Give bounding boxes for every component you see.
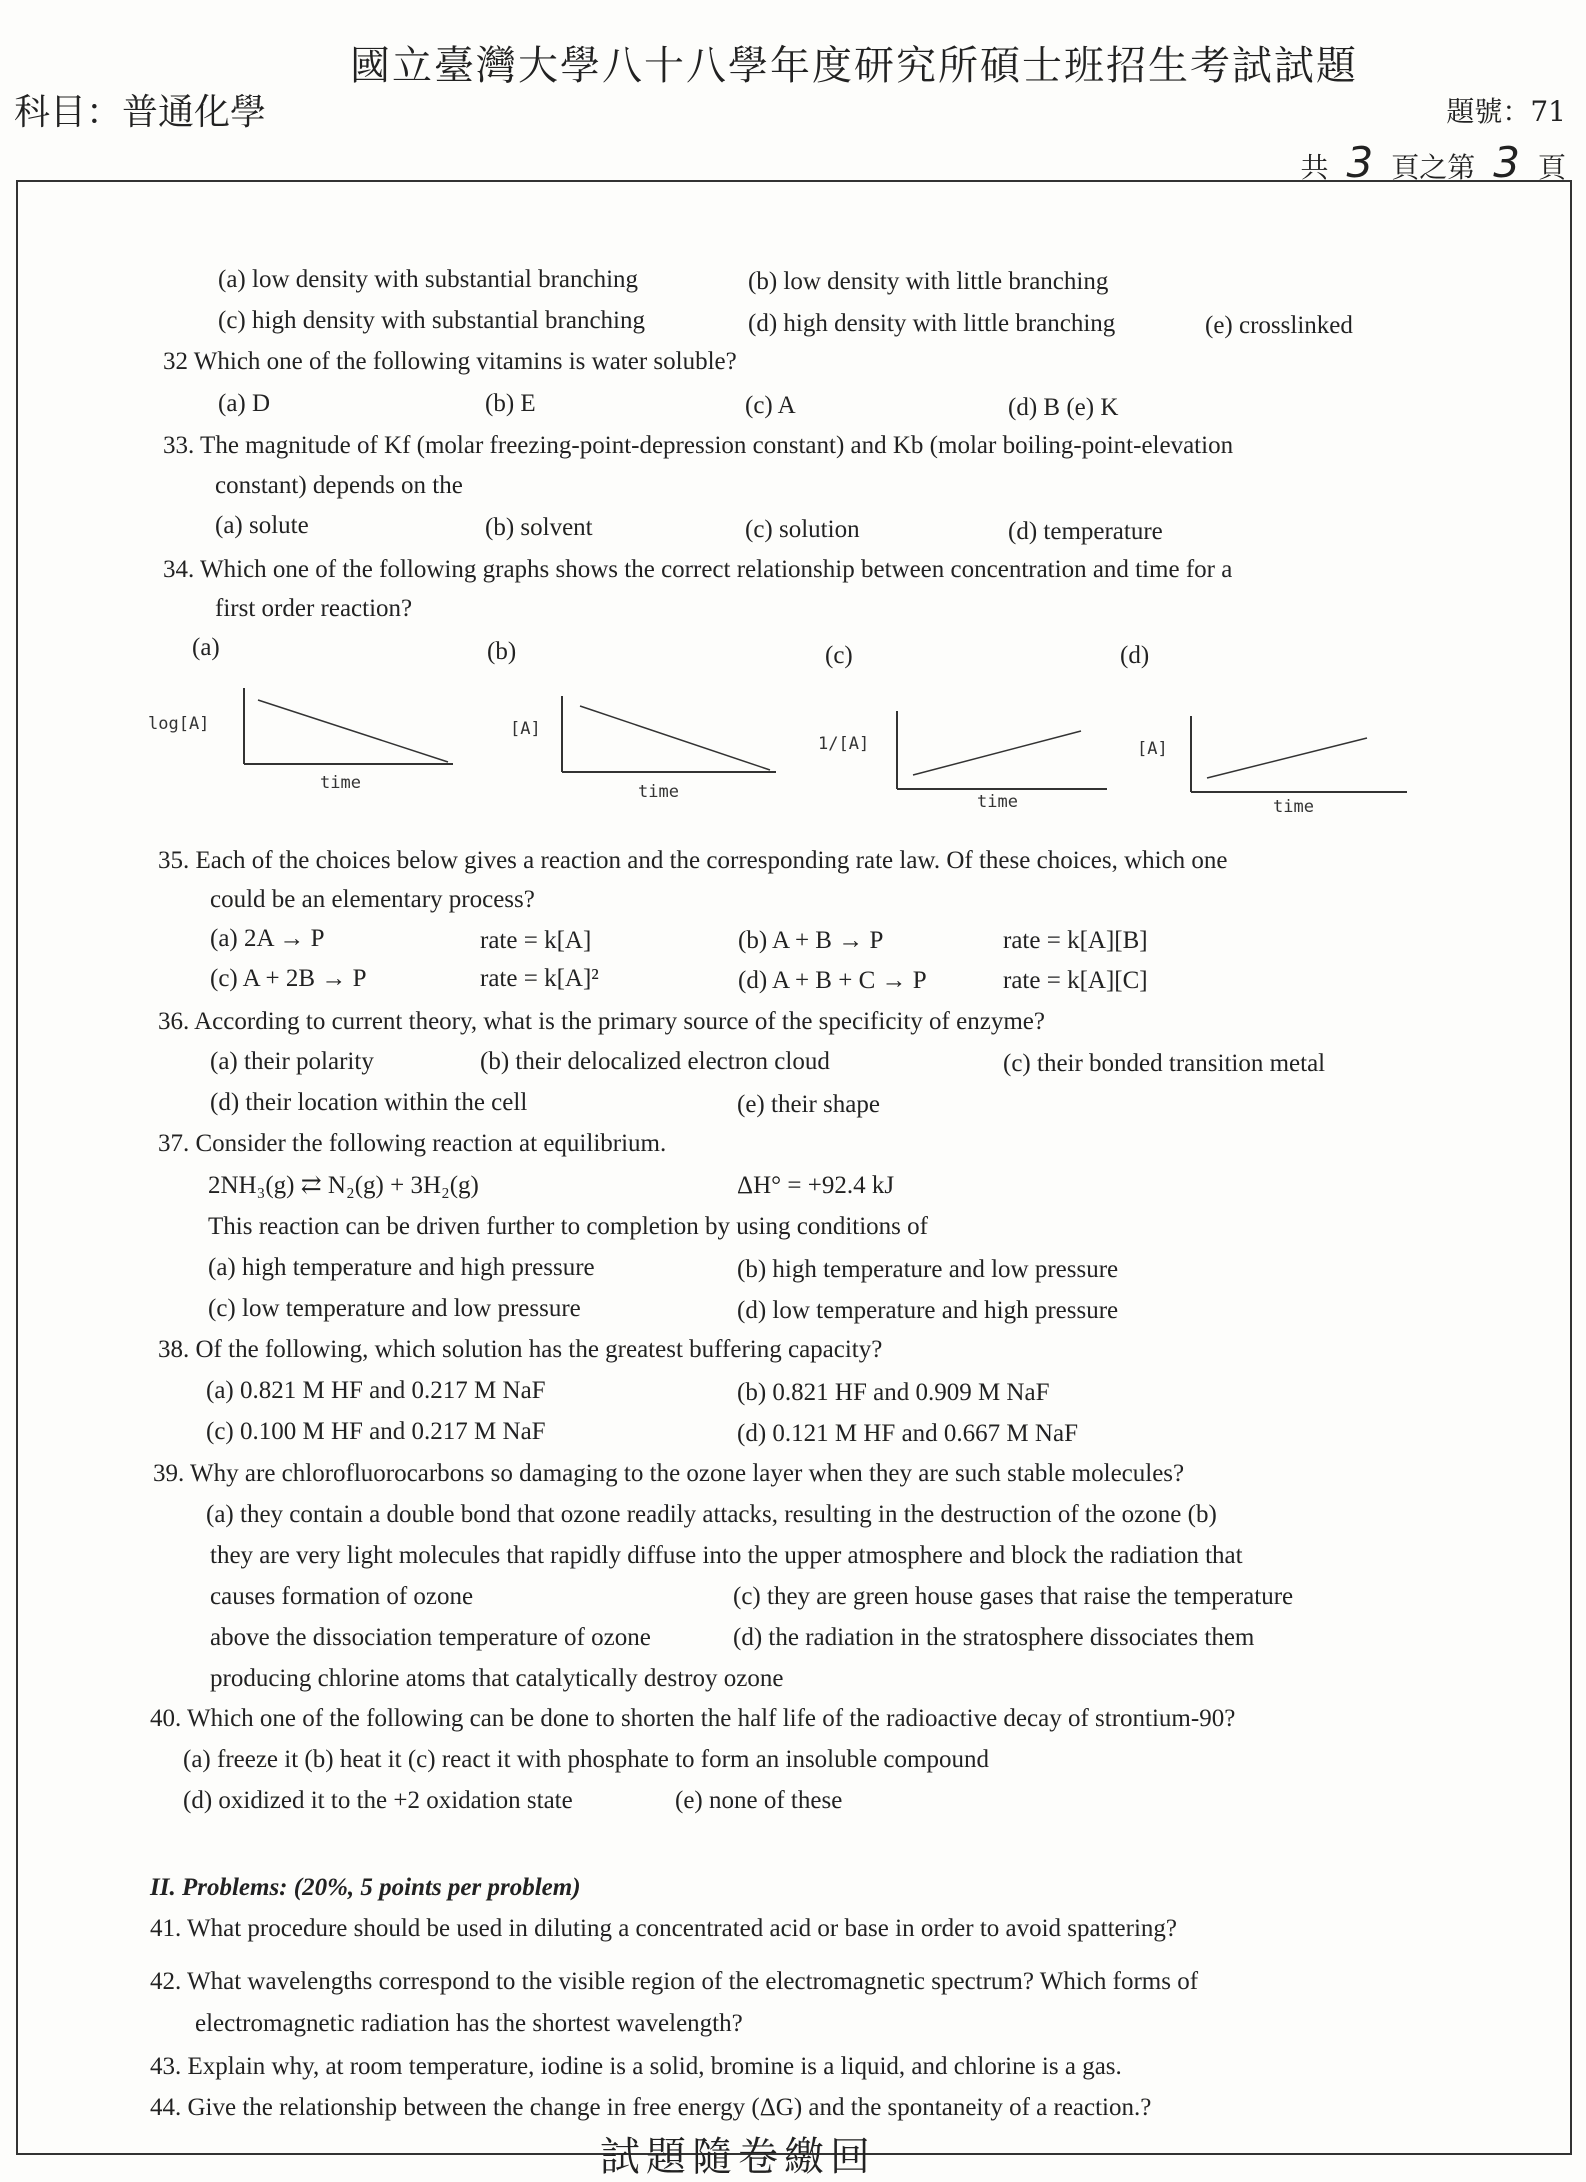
page-total-prefix: 共 — [1300, 151, 1329, 184]
q40-options-abc: (a) freeze it (b) heat it (c) react it with phosphate to form an insoluble compound — [183, 1746, 989, 1773]
q37-reaction: 2NH₃(g) ⇄ N₂(g) + 3H₂(g) — [208, 1172, 479, 1199]
q37-option-c: (c) low temperature and low pressure — [208, 1295, 581, 1322]
q37-enthalpy: ΔH° = +92.4 kJ — [737, 1172, 895, 1199]
q31-option-e: (e) crosslinked — [1205, 312, 1353, 339]
q32-stem: 32 Which one of the following vitamins is water soluble? — [163, 348, 737, 375]
q33-option-a: (a) solute — [215, 512, 309, 539]
q38-option-d: (d) 0.121 M HF and 0.667 M NaF — [737, 1420, 1078, 1447]
q39-option-d: (d) the radiation in the stratosphere dissociates them — [733, 1624, 1255, 1651]
q38-option-c: (c) 0.100 M HF and 0.217 M NaF — [206, 1418, 546, 1445]
graph-d-plot-line — [1207, 738, 1367, 778]
q37-stem-cont: This reaction can be driven further to completion by using conditions of — [208, 1213, 928, 1240]
subject-label: 科目：普通化學 — [14, 92, 267, 133]
q35-stem: 35. Each of the choices below gives a reaction and the corresponding rate law. Of these choices, which one — [158, 847, 1228, 874]
q42-stem: 42. What wavelengths correspond to the visible region of the electromagnetic spectrum? Which forms of — [150, 1968, 1199, 1995]
graph-c-xlabel: time — [977, 792, 1018, 812]
q31-option-c: (c) high density with substantial branching — [218, 307, 646, 334]
q33-option-d: (d) temperature — [1008, 518, 1163, 545]
graph-a-xlabel: time — [320, 773, 361, 793]
q35-rate-b: rate = k[A][B] — [1003, 927, 1148, 954]
q32-option-c: (c) A — [745, 392, 796, 419]
q36-stem: 36. According to current theory, what is the primary source of the specificity of enzyme? — [158, 1008, 1045, 1035]
q39-option-d-cont: producing chlorine atoms that catalytically destroy ozone — [210, 1665, 784, 1692]
q43-stem: 43. Explain why, at room temperature, iodine is a solid, bromine is a liquid, and chlorine is a gas. — [150, 2053, 1122, 2080]
q37-option-a: (a) high temperature and high pressure — [208, 1254, 595, 1281]
q31-option-a: (a) low density with substantial branching — [218, 266, 639, 293]
q34-graph-d-label: (d) — [1120, 642, 1150, 669]
q40-stem: 40. Which one of the following can be done to shorten the half life of the radioactive decay of strontium-90? — [150, 1705, 1236, 1732]
q33-stem: 33. The magnitude of Kf (molar freezing-point-depression constant) and Kb (molar boiling-point-elevation — [163, 432, 1234, 459]
q41-stem: 41. What procedure should be used in diluting a concentrated acid or base in order to avoid spattering? — [150, 1915, 1177, 1942]
q33-option-c: (c) solution — [745, 516, 860, 543]
q31-option-b: (b) low density with little branching — [748, 268, 1109, 295]
graph-c-plot-line — [913, 731, 1081, 775]
page-total: 3 — [1346, 138, 1374, 187]
graph-c-ylabel: 1/[A] — [818, 734, 870, 754]
graph-a-ylabel: log[A] — [148, 714, 210, 734]
graph-b-plot-line — [580, 706, 770, 770]
q39-option-b: they are very light molecules that rapidly diffuse into the upper atmosphere and block the radiation that — [210, 1542, 1243, 1569]
q34-graph-b-label: (b) — [487, 638, 517, 665]
q32-option-a: (a) D — [218, 390, 271, 417]
q37-option-b: (b) high temperature and low pressure — [737, 1256, 1119, 1283]
graph-d-ylabel: [A] — [1137, 739, 1168, 759]
q37-option-d: (d) low temperature and high pressure — [737, 1297, 1119, 1324]
q38-option-a: (a) 0.821 M HF and 0.217 M NaF — [206, 1377, 546, 1404]
graph-b — [500, 690, 790, 815]
q35-stem-cont: could be an elementary process? — [210, 886, 535, 913]
graph-b-xlabel: time — [638, 782, 679, 802]
q35-option-b: (b) A + B → P — [738, 927, 884, 954]
graph-a-plot-line — [258, 700, 448, 762]
q39-option-b-cont: causes formation of ozone — [210, 1583, 474, 1610]
question-number: 題號：71 — [1446, 95, 1566, 128]
q39-stem: 39. Why are chlorofluorocarbons so damaging to the ozone layer when they are such stable molecules? — [153, 1460, 1185, 1487]
page-mid: 頁之第 — [1391, 151, 1476, 184]
graph-d-xlabel: time — [1273, 797, 1314, 817]
q34-stem: 34. Which one of the following graphs shows the correct relationship between concentration and time for a — [163, 556, 1233, 583]
graph-b-ylabel: [A] — [510, 719, 541, 739]
q36-option-e: (e) their shape — [737, 1091, 880, 1118]
q33-stem-cont: constant) depends on the — [215, 472, 463, 499]
graph-d — [1135, 708, 1415, 833]
page-suffix: 頁 — [1537, 151, 1566, 184]
exam-title: 國立臺灣大學八十八學年度研究所碩士班招生考試試題 — [350, 43, 1358, 89]
graph-a — [140, 680, 460, 805]
q38-option-b: (b) 0.821 HF and 0.909 M NaF — [737, 1379, 1050, 1406]
q44-stem: 44. Give the relationship between the change in free energy (ΔG) and the spontaneity of a reaction.? — [150, 2094, 1152, 2121]
q35-option-c: (c) A + 2B → P — [210, 965, 367, 992]
q31-option-d: (d) high density with little branching — [748, 310, 1116, 337]
q35-rate-a: rate = k[A] — [480, 927, 592, 954]
q42-stem-cont: electromagnetic radiation has the shortest wavelength? — [195, 2010, 743, 2037]
q35-option-d: (d) A + B + C → P — [738, 967, 927, 994]
q32-option-b: (b) E — [485, 390, 536, 417]
graph-c — [815, 705, 1120, 830]
q37-stem: 37. Consider the following reaction at equilibrium. — [158, 1130, 667, 1157]
q36-option-d: (d) their location within the cell — [210, 1089, 528, 1116]
footer-stamp: 試題隨卷繳回 — [600, 2134, 876, 2180]
q40-option-d: (d) oxidized it to the +2 oxidation state — [183, 1787, 573, 1814]
q40-option-e: (e) none of these — [675, 1787, 843, 1814]
q34-graph-c-label: (c) — [825, 642, 853, 669]
q35-rate-d: rate = k[A][C] — [1003, 967, 1148, 994]
q36-option-a: (a) their polarity — [210, 1048, 374, 1075]
q36-option-b: (b) their delocalized electron cloud — [480, 1048, 830, 1075]
page-current: 3 — [1493, 138, 1520, 187]
section-heading: II. Problems: (20%, 5 points per problem) — [150, 1874, 581, 1901]
q35-rate-c: rate = k[A]² — [480, 965, 599, 992]
q39-option-c: (c) they are green house gases that raise the temperature — [733, 1583, 1294, 1610]
q34-stem-cont: first order reaction? — [215, 595, 413, 622]
q39-option-c-cont: above the dissociation temperature of ozone — [210, 1624, 651, 1651]
q36-option-c: (c) their bonded transition metal — [1003, 1050, 1326, 1077]
q38-stem: 38. Of the following, which solution has the greatest buffering capacity? — [158, 1336, 883, 1363]
q34-graph-a-label: (a) — [192, 634, 220, 661]
q35-option-a: (a) 2A → P — [210, 925, 325, 952]
q32-option-de: (d) B (e) K — [1008, 394, 1119, 421]
q33-option-b: (b) solvent — [485, 514, 593, 541]
q39-option-a: (a) they contain a double bond that ozone readily attacks, resulting in the destruction of the ozone (b) — [206, 1501, 1217, 1528]
